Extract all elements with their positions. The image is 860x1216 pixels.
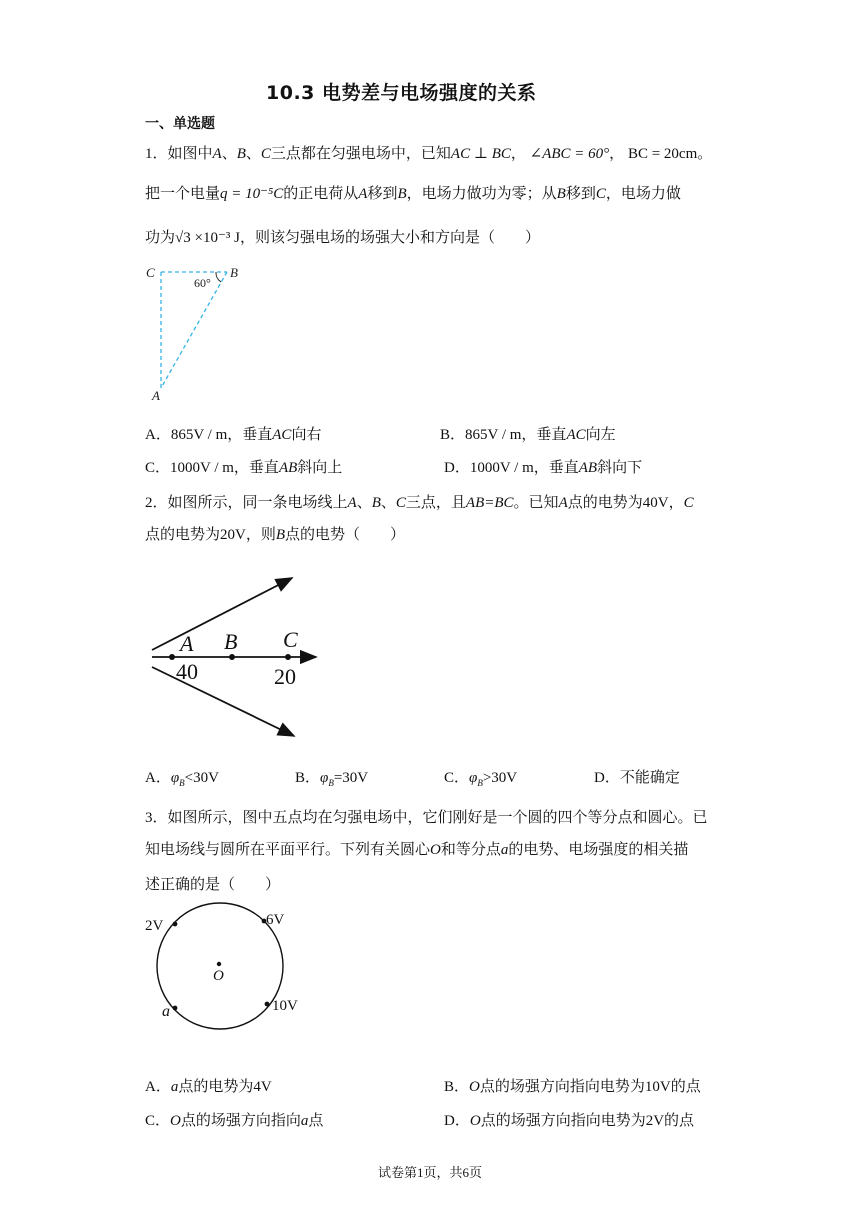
q1-label-c: C	[146, 265, 155, 280]
q2-value-a: 40	[176, 659, 198, 684]
q3-option-a: A．a点的电势为4V	[145, 1079, 272, 1095]
q1-line2: 把一个电量q = 10⁻⁵C的正电荷从A移到B，电场力做功为零；从B移到C，电场力做	[145, 186, 681, 202]
q2-option-a: A．$\varphi_B<30V$	[145, 770, 219, 788]
q1-triangle-figure	[140, 260, 250, 410]
q1-option-d: D．1000V / m，垂直AB斜向下	[444, 460, 643, 476]
q1-option-a: A．865V / m，垂直AC向右	[145, 427, 322, 443]
page-footer: 试卷第1页，共6页	[377, 1165, 482, 1180]
page-title: 10.3 电势差与电场强度的关系	[266, 82, 537, 104]
q2-label-a: A	[180, 631, 194, 656]
q2-field-line-figure	[140, 570, 340, 745]
q3-label-a: a	[162, 1003, 170, 1020]
q1-label-a: A	[152, 388, 160, 403]
q3-label-o: O	[213, 968, 224, 984]
q3-label-10v: 10V	[272, 998, 298, 1014]
q3-line1: 3．如图所示，图中五点均在匀强电场中，它们刚好是一个圆的四个等分点和圆心。已	[145, 810, 708, 826]
q3-line3: 述正确的是（ ）	[145, 877, 281, 893]
q2-option-d: D．不能确定	[594, 770, 680, 786]
q3-circle-figure	[140, 900, 320, 1035]
q1-angle-label: 60°	[194, 276, 211, 290]
q3-option-d: D．O点的场强方向指向电势为2V的点	[444, 1113, 695, 1129]
q2-label-b: B	[224, 629, 238, 654]
q1-line3: 功为√3 ×10⁻³ J，则该匀强电场的场强大小和方向是（ ）	[145, 230, 540, 246]
q2-line1: 2．如图所示，同一条电场线上A、B、C三点，且AB=BC。已知A点的电势为40V，C	[145, 495, 694, 511]
q2-line2: 点的电势为20V，则B点的电势（ ）	[145, 527, 406, 543]
q3-label-6v: 6V	[266, 912, 285, 928]
q3-line2: 知电场线与圆所在平面平行。下列有关圆心O和等分点a的电势、电场强度的相关描	[145, 842, 689, 858]
q2-label-c: C	[283, 627, 298, 652]
q3-option-c: C．O点的场强方向指向a点	[145, 1113, 324, 1129]
q2-option-c: C．$\varphi_B>30V$	[444, 770, 518, 788]
q1-option-c: C．1000V / m，垂直AB斜向上	[145, 460, 343, 476]
q2-option-b: B．$\varphi_B=30V$	[295, 770, 369, 788]
q3-option-b: B．O点的场强方向指向电势为10V的点	[444, 1079, 701, 1095]
q3-label-2v: 2V	[145, 918, 164, 934]
q2-value-c: 20	[274, 664, 296, 689]
section-heading: 一、单选题	[145, 116, 215, 132]
q1-label-b: B	[230, 265, 238, 280]
q1-line1: 1．如图中A、B、C三点都在匀强电场中，已知AC ⊥ BC， ∠ABC = 60°， BC = 20cm。	[145, 146, 713, 162]
q1-option-b: B．865V / m，垂直AC向左	[440, 427, 616, 443]
